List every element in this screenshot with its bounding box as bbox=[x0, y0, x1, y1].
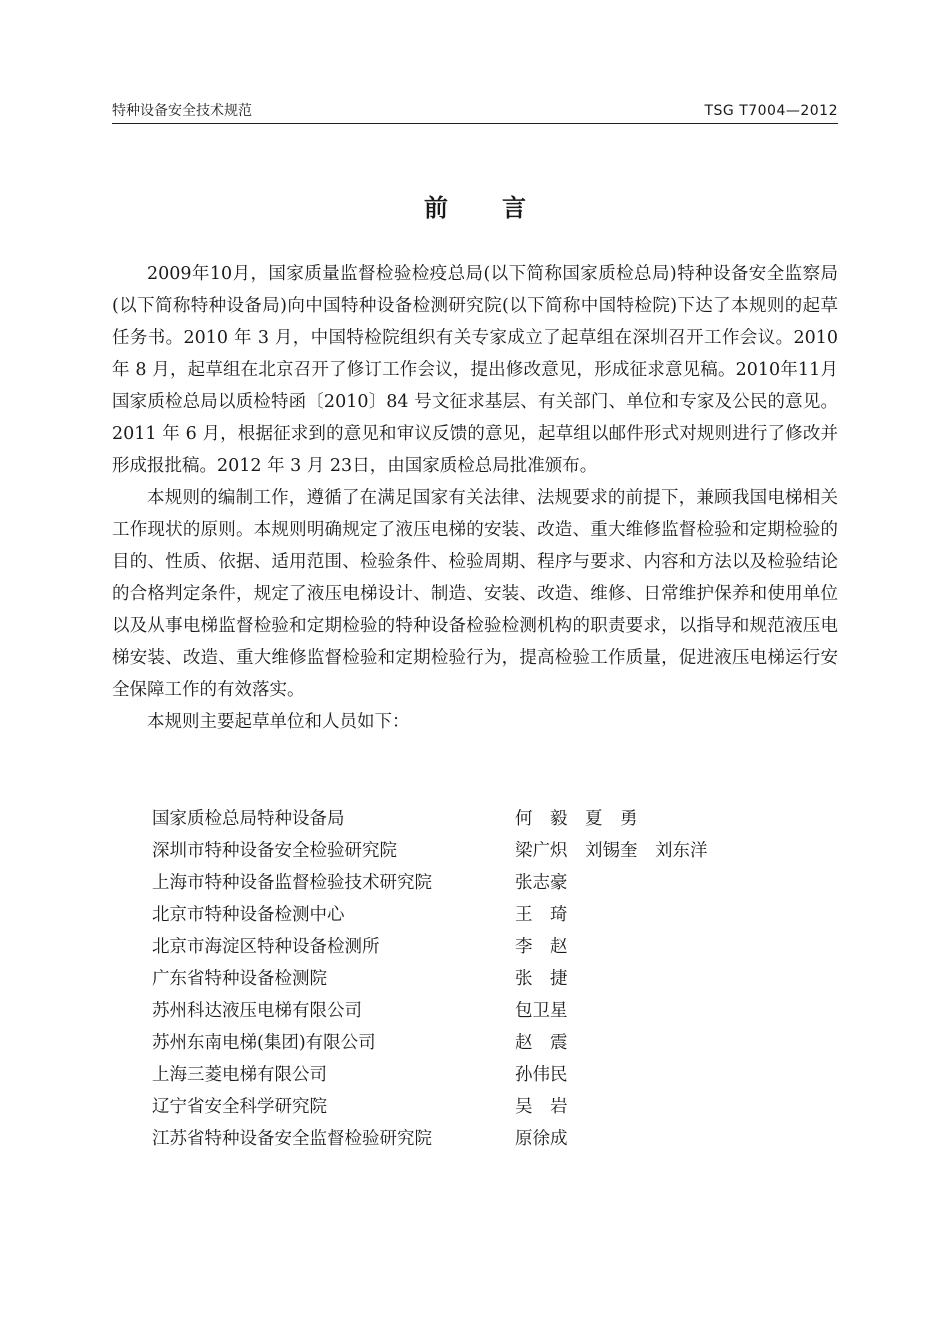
paragraph-drafting-principles: 本规则的编制工作，遵循了在满足国家有关法律、法规要求的前提下，兼顾我国电梯相关工作现状的原则。本规则明确规定了液压电梯的安装、改造、重大维修监督检验和定期检验的目的、性质、依据、适用范围、检验条件、检验周期、程序与要求、内容和方法以及检验结论的合格判定条件，规定了液压电梯设计、制造、安装、改造、维修、日常维护保养和使用单位以及从事电梯监督检验和定期检验的特种设备检验检测机构的职责要求，以指导和规范液压电梯安装、改造、重大维修监督检验和定期检验行为，提高检验工作质量，促进液压电梯运行安全保障工作的有效落实。 bbox=[112, 488, 838, 700]
drafter-names: 王 琦 bbox=[515, 905, 568, 925]
drafter-unit: 北京市海淀区特种设备检测所 bbox=[152, 937, 380, 957]
drafter-row bbox=[152, 1059, 792, 1091]
running-header bbox=[112, 100, 838, 122]
drafter-names: 李 赵 bbox=[515, 937, 568, 957]
drafter-names: 原徐成 bbox=[515, 1129, 568, 1149]
drafter-names: 何 毅 夏 勇 bbox=[515, 809, 638, 829]
drafter-unit: 上海三菱电梯有限公司 bbox=[152, 1065, 327, 1085]
header-standard-code: TSG T7004—2012 bbox=[704, 103, 838, 119]
drafter-unit: 江苏省特种设备安全监督检验研究院 bbox=[152, 1129, 432, 1149]
drafter-unit: 北京市特种设备检测中心 bbox=[152, 905, 345, 925]
drafter-row bbox=[152, 1027, 792, 1059]
drafter-row bbox=[152, 1123, 792, 1155]
drafter-row bbox=[152, 835, 792, 867]
drafter-names: 赵 震 bbox=[515, 1033, 568, 1053]
drafter-names: 张 捷 bbox=[515, 969, 568, 989]
drafters-list bbox=[152, 803, 792, 1155]
drafter-unit: 深圳市特种设备安全检验研究院 bbox=[152, 841, 397, 861]
header-series-title: 特种设备安全技术规范 bbox=[112, 103, 252, 119]
drafter-row bbox=[152, 803, 792, 835]
header-divider bbox=[112, 123, 838, 124]
paragraph-drafters-intro: 本规则主要起草单位和人员如下： bbox=[147, 712, 410, 732]
drafter-names: 孙伟民 bbox=[515, 1065, 568, 1085]
page-title-char-1: 前 bbox=[424, 194, 448, 222]
drafter-row bbox=[152, 995, 792, 1027]
page-title bbox=[0, 190, 950, 226]
paragraph-drafting-history: 2009年10月，国家质量监督检验检疫总局(以下简称国家质检总局)特种设备安全监察局(以下简称特种设备局)向中国特种设备检测研究院(以下简称中国特检院)下达了本规则的起草任务书。2010 年 3 月，中国特检院组织有关专家成立了起草组在深圳召开工作会议。2010 年 8 月，起草组在北京召开了修订工作会议，提出修改意见，形成征求意见稿。2010年11月国家质检总局以质检特函〔2010〕84 号文征求基层、有关部门、单位和专家及公民的意见。2011 年 6 月，根据征求到的意见和审议反馈的意见，起草组以邮件形式对规则进行了修改并形成报批稿。2012 年 3 月 23日，由国家质检总局批准颁布。 bbox=[112, 264, 838, 476]
drafter-row bbox=[152, 899, 792, 931]
preface-body bbox=[112, 258, 838, 738]
drafter-names: 梁广炽 刘锡奎 刘东洋 bbox=[515, 841, 708, 861]
drafter-unit: 辽宁省安全科学研究院 bbox=[152, 1097, 327, 1117]
drafter-unit: 上海市特种设备监督检验技术研究院 bbox=[152, 873, 432, 893]
drafter-row bbox=[152, 963, 792, 995]
page-title-char-2: 言 bbox=[502, 194, 526, 222]
drafter-unit: 广东省特种设备检测院 bbox=[152, 969, 327, 989]
drafter-row bbox=[152, 867, 792, 899]
drafter-names: 张志豪 bbox=[515, 873, 568, 893]
drafter-names: 包卫星 bbox=[515, 1001, 568, 1021]
drafter-row bbox=[152, 1091, 792, 1123]
drafter-names: 吴 岩 bbox=[515, 1097, 568, 1117]
drafter-unit: 苏州科达液压电梯有限公司 bbox=[152, 1001, 362, 1021]
drafter-unit: 国家质检总局特种设备局 bbox=[152, 809, 345, 829]
drafter-unit: 苏州东南电梯(集团)有限公司 bbox=[152, 1033, 376, 1053]
drafter-row bbox=[152, 931, 792, 963]
